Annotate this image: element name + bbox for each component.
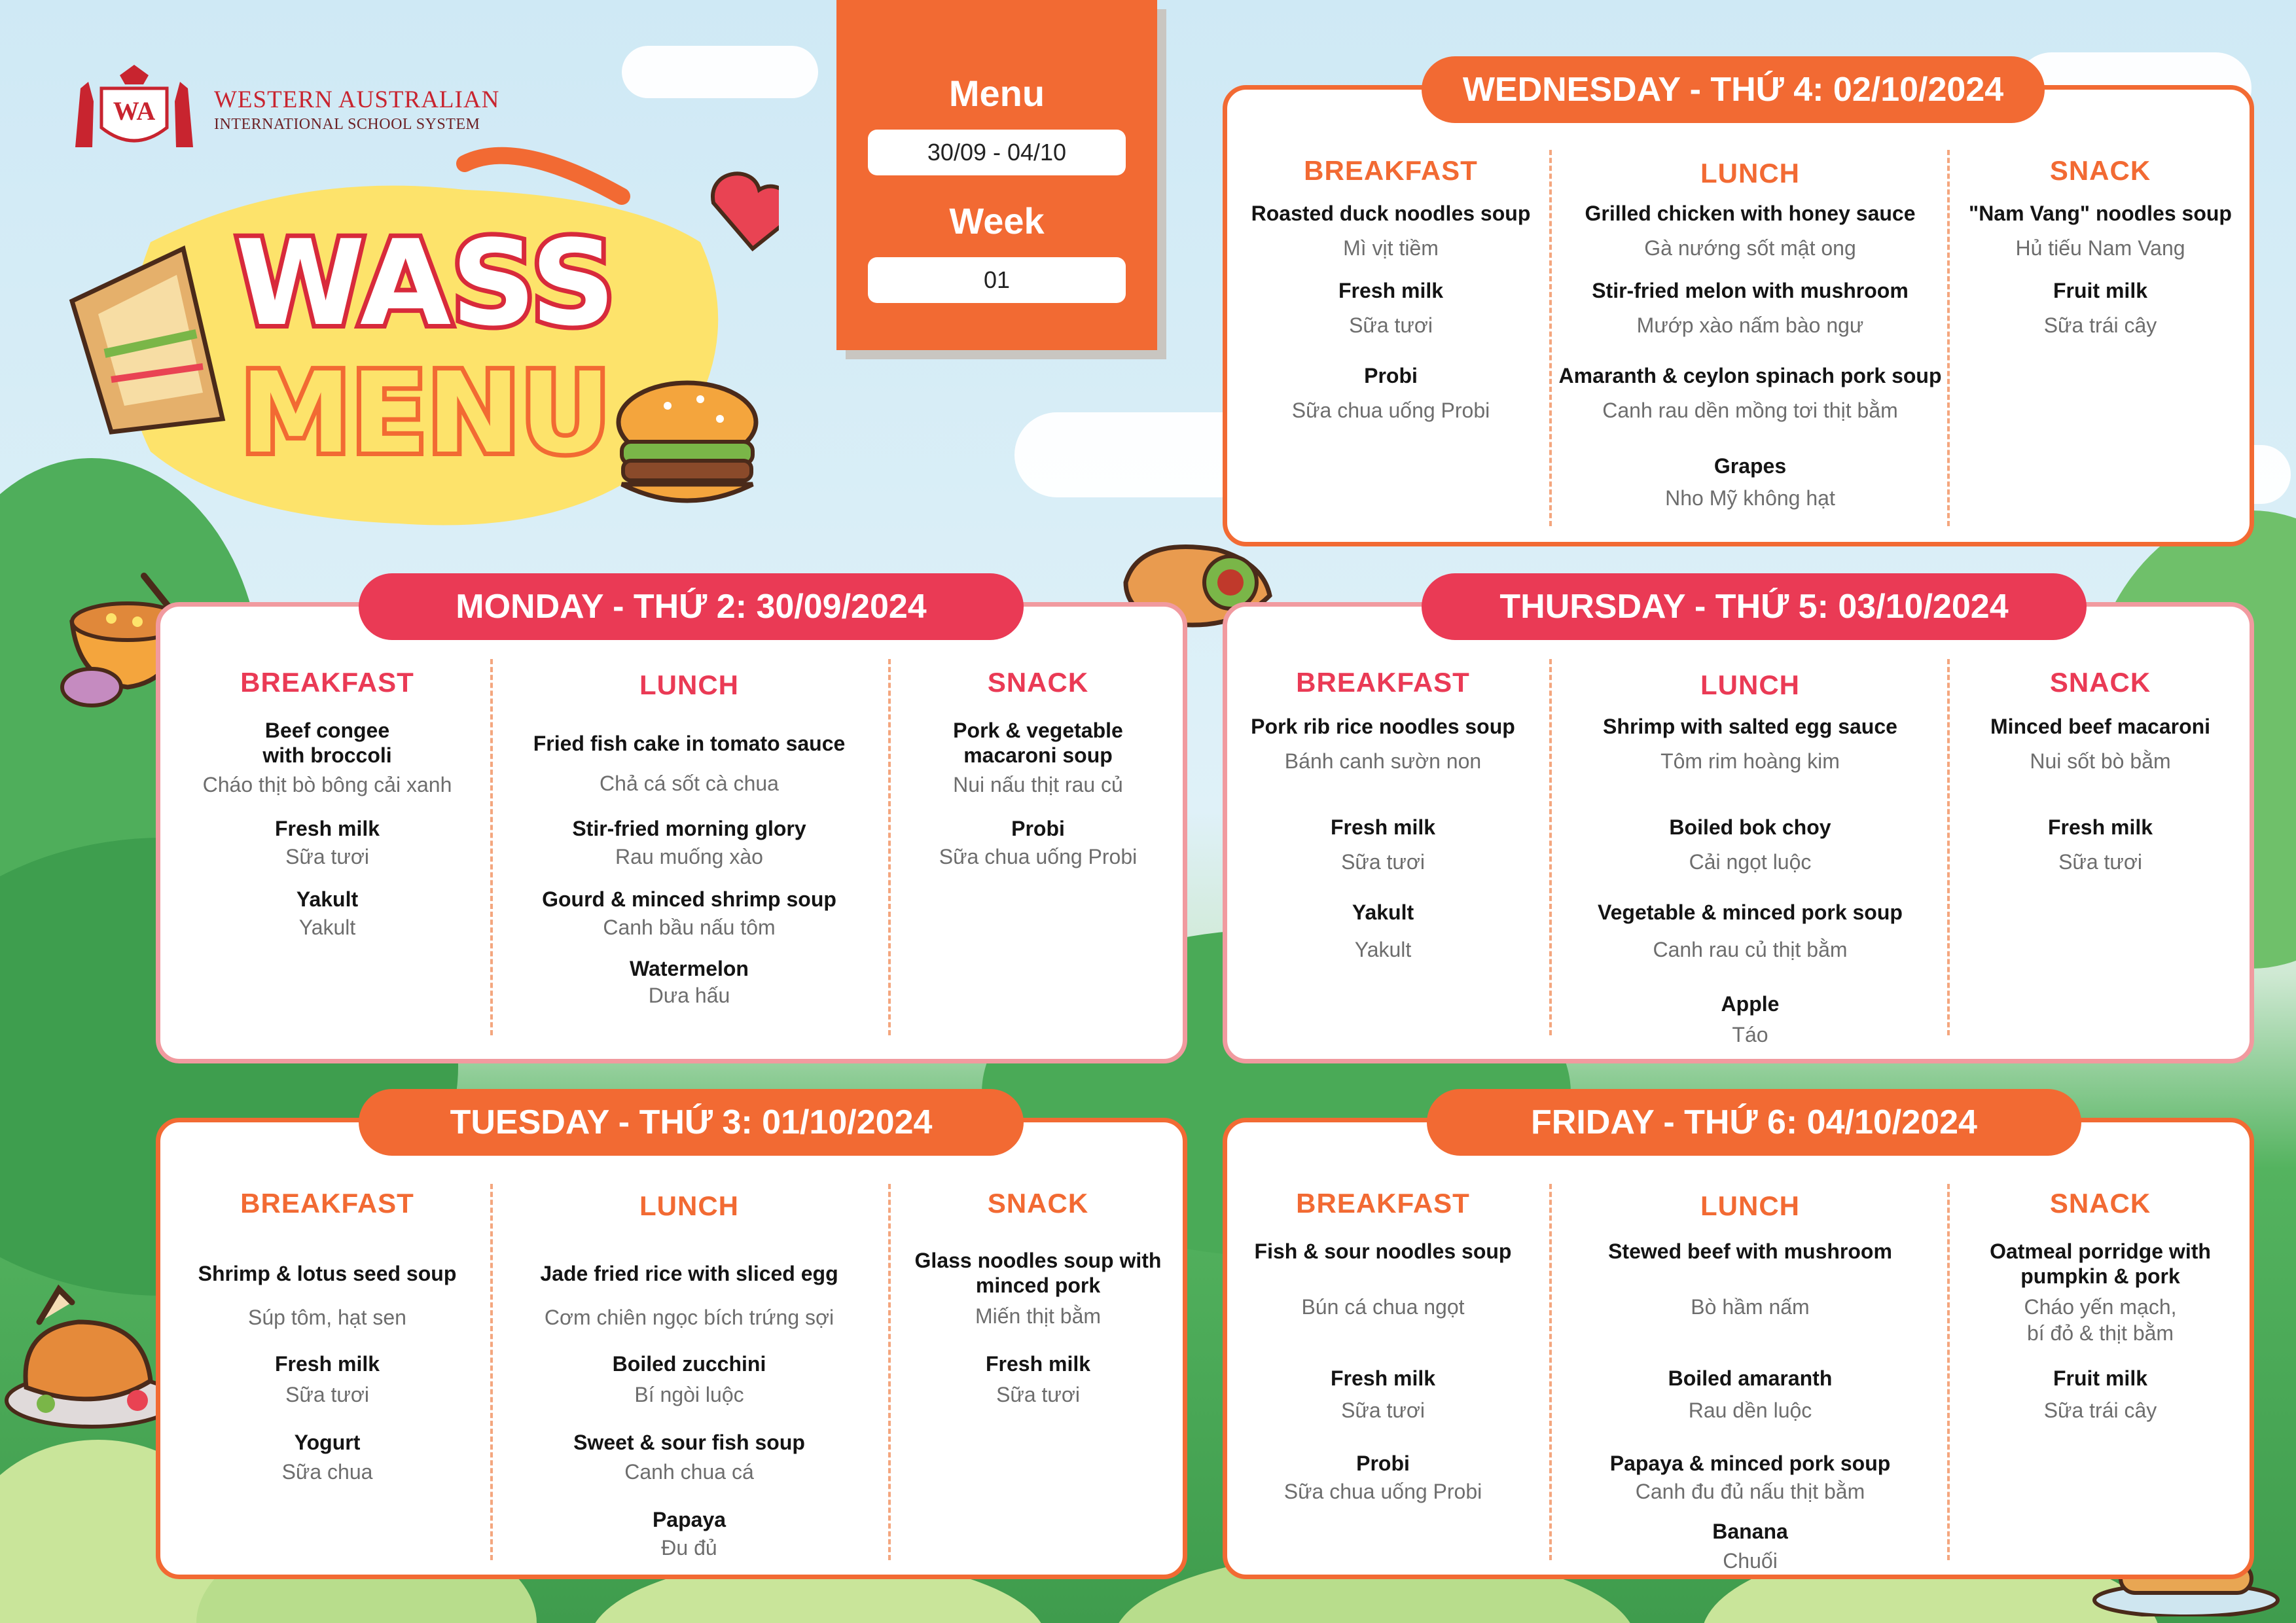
logo-line-1: WESTERN AUSTRALIAN bbox=[214, 86, 500, 113]
orange-swoosh bbox=[465, 156, 622, 196]
week-label: Week bbox=[949, 200, 1045, 241]
dish-name: Fresh milk bbox=[1330, 1366, 1436, 1390]
dish-name: Fresh milk bbox=[2047, 815, 2153, 839]
dish-name: Probi bbox=[1011, 817, 1065, 840]
thursday-lunch-column bbox=[1551, 607, 1950, 1059]
dish-name: Amaranth & ceylon spinach pork soup bbox=[1558, 364, 1942, 387]
crest-icon bbox=[62, 62, 206, 154]
burger-icon bbox=[619, 383, 756, 501]
dish-name-vi: Hủ tiếu Nam Vang bbox=[2015, 236, 2185, 260]
dish-name-vi: Nui nấu thịt rau củ bbox=[953, 773, 1123, 796]
monday-snack-column bbox=[891, 607, 1185, 1059]
friday-breakfast-heading: BREAKFAST bbox=[1296, 1188, 1470, 1219]
dish-name: Fresh milk bbox=[1338, 279, 1444, 302]
dish-name: Fish & sour noodles soup bbox=[1254, 1240, 1512, 1263]
wednesday-snack-column bbox=[1950, 90, 2251, 542]
dish-name: Roasted duck noodles soup bbox=[1251, 202, 1531, 225]
dish-name-vi: Rau dền luộc bbox=[1688, 1399, 1812, 1422]
dish-name: Fresh milk bbox=[274, 1352, 380, 1376]
dish-name-vi: Miến thịt bằm bbox=[975, 1304, 1102, 1328]
dish-name-vi: Canh rau củ thịt bằm bbox=[1653, 938, 1848, 961]
dish-name: Fresh milk bbox=[274, 817, 380, 840]
dish-name-vi: Sữa tươi bbox=[1341, 850, 1425, 874]
dish-name: Watermelon bbox=[630, 957, 749, 980]
dish-name: Papaya bbox=[652, 1508, 726, 1531]
monday-title: MONDAY - THỨ 2: 30/09/2024 bbox=[359, 573, 1024, 640]
dish-name-vi: Sữa trái cây bbox=[2043, 313, 2157, 337]
logo-line-2: INTERNATIONAL SCHOOL SYSTEM bbox=[214, 116, 480, 133]
dish-name-vi: Canh bầu nấu tôm bbox=[603, 916, 776, 939]
dish-name: Oatmeal porridge with pumpkin & pork bbox=[1990, 1240, 2211, 1288]
tuesday-panel bbox=[156, 1118, 1187, 1579]
dish-name: Probi bbox=[1364, 364, 1418, 387]
dish-name-vi: Sữa chua uống Probi bbox=[1291, 399, 1490, 422]
dish-name-vi: Cơm chiên ngọc bích trứng sợi bbox=[544, 1306, 834, 1329]
tuesday-lunch-column bbox=[493, 1122, 886, 1575]
tuesday-breakfast-column bbox=[160, 1122, 494, 1575]
monday-breakfast-column bbox=[160, 607, 494, 1059]
hero-title-line-1: WASS bbox=[235, 215, 616, 352]
friday-title: FRIDAY - THỨ 6: 04/10/2024 bbox=[1427, 1089, 2081, 1156]
dish-name: Pork rib rice noodles soup bbox=[1251, 715, 1515, 738]
dish-name-vi: Bánh canh sườn non bbox=[1284, 749, 1482, 773]
dish-name-vi: Sữa chua uống Probi bbox=[939, 845, 1138, 868]
thursday-breakfast-column bbox=[1227, 607, 1539, 1059]
monday-breakfast-heading: BREAKFAST bbox=[240, 667, 414, 698]
monday-lunch-column bbox=[493, 607, 886, 1059]
wednesday-lunch-heading: LUNCH bbox=[1700, 158, 1800, 188]
dish-name-vi: Canh đu đủ nấu thịt bằm bbox=[1635, 1480, 1865, 1503]
week-info-card bbox=[836, 0, 1157, 350]
dish-name: Fruit milk bbox=[2053, 1366, 2147, 1390]
dish-name: Stir-fried melon with mushroom bbox=[1592, 279, 1909, 302]
dish-name: Fresh milk bbox=[1330, 815, 1436, 839]
thursday-lunch-heading: LUNCH bbox=[1700, 669, 1800, 700]
dish-name-vi: Sữa tươi bbox=[285, 1383, 369, 1406]
dish-name-vi: Bò hầm nấm bbox=[1691, 1295, 1810, 1319]
dish-name-vi: Canh rau dền mồng tơi thịt bằm bbox=[1602, 399, 1898, 422]
crest-letters: WA bbox=[113, 96, 156, 126]
dish-name-vi: Sữa tươi bbox=[1341, 1399, 1425, 1422]
dish-name-vi: Táo bbox=[1732, 1023, 1768, 1046]
dish-name: Stewed beef with mushroom bbox=[1608, 1240, 1892, 1263]
dish-name: Gourd & minced shrimp soup bbox=[542, 887, 836, 911]
hero-title bbox=[59, 144, 779, 550]
dish-name-vi: Tôm rim hoàng kim bbox=[1660, 749, 1840, 773]
thursday-breakfast-heading: BREAKFAST bbox=[1296, 667, 1470, 698]
wednesday-breakfast-heading: BREAKFAST bbox=[1304, 155, 1478, 186]
monday-snack-heading: SNACK bbox=[987, 667, 1089, 698]
dish-name-vi: Sữa chua bbox=[281, 1460, 373, 1484]
tuesday-snack-heading: SNACK bbox=[987, 1188, 1089, 1219]
thursday-title: THURSDAY - THỨ 5: 03/10/2024 bbox=[1422, 573, 2087, 640]
week-number: 01 bbox=[868, 257, 1126, 303]
dish-name: Apple bbox=[1721, 992, 1780, 1016]
dish-name: Banana bbox=[1712, 1520, 1788, 1543]
dish-name-vi: Nho Mỹ không hạt bbox=[1665, 486, 1835, 510]
dish-name: Sweet & sour fish soup bbox=[573, 1431, 805, 1454]
friday-lunch-heading: LUNCH bbox=[1700, 1190, 1800, 1221]
dish-name-vi: Sữa tươi bbox=[996, 1383, 1080, 1406]
monday-lunch-heading: LUNCH bbox=[639, 669, 739, 700]
wednesday-breakfast-column bbox=[1227, 90, 1554, 542]
dish-name: Yogurt bbox=[294, 1431, 361, 1454]
dish-name: Boiled zucchini bbox=[612, 1352, 766, 1376]
heart-icon bbox=[713, 173, 779, 249]
friday-snack-heading: SNACK bbox=[2049, 1188, 2151, 1219]
dish-name-vi: Bún cá chua ngọt bbox=[1301, 1295, 1465, 1319]
dish-name: Minced beef macaroni bbox=[1990, 715, 2211, 738]
dish-name: Grilled chicken with honey sauce bbox=[1585, 202, 1916, 225]
dish-name: Yakult bbox=[296, 887, 359, 911]
friday-breakfast-column bbox=[1227, 1122, 1539, 1575]
dish-name-vi: Mướp xào nấm bào ngư bbox=[1636, 313, 1864, 337]
dish-name-vi: Sữa tươi bbox=[1349, 313, 1433, 337]
hero-title-line-2: MENU bbox=[240, 349, 611, 478]
dish-name-vi: Rau muống xào bbox=[615, 845, 763, 868]
tuesday-snack-column bbox=[891, 1122, 1185, 1575]
thursday-panel bbox=[1223, 602, 2254, 1063]
friday-lunch-column bbox=[1551, 1122, 1950, 1575]
dish-name-vi: Chả cá sốt cà chua bbox=[600, 772, 779, 795]
hero-graphic bbox=[59, 144, 779, 550]
thursday-snack-column bbox=[1950, 607, 2251, 1059]
wednesday-panel bbox=[1223, 85, 2254, 546]
dish-name: Fried fish cake in tomato sauce bbox=[533, 732, 846, 755]
monday-panel bbox=[156, 602, 1187, 1063]
dish-name-vi: Nui sốt bò bằm bbox=[2030, 749, 2171, 773]
dish-name: Stir-fried morning glory bbox=[572, 817, 806, 840]
dish-name: Boiled amaranth bbox=[1668, 1366, 1833, 1390]
dish-name-vi: Súp tôm, hạt sen bbox=[248, 1306, 406, 1329]
dish-name: Fruit milk bbox=[2053, 279, 2147, 302]
dish-name: Boiled bok choy bbox=[1669, 815, 1831, 839]
dish-name: Fresh milk bbox=[985, 1352, 1091, 1376]
dish-name-vi: Cháo yến mạch, bí đỏ & thịt bằm bbox=[2024, 1295, 2177, 1345]
dish-name: Jade fried rice with sliced egg bbox=[540, 1262, 838, 1285]
dish-name-vi: Chuối bbox=[1723, 1549, 1778, 1573]
dish-name: Pork & vegetable macaroni soup bbox=[953, 719, 1123, 767]
dish-name-vi: Đu đủ bbox=[661, 1536, 717, 1560]
dish-name-vi: Bí ngòi luộc bbox=[634, 1383, 744, 1406]
dish-name-vi: Cải ngọt luộc bbox=[1689, 850, 1812, 874]
dish-name-vi: Yakult bbox=[298, 916, 356, 939]
date-range: 30/09 - 04/10 bbox=[868, 130, 1126, 175]
dish-name-vi: Gà nướng sốt mật ong bbox=[1644, 236, 1856, 260]
wednesday-lunch-column bbox=[1551, 90, 1950, 542]
dish-name: Grapes bbox=[1713, 454, 1787, 478]
tuesday-title: TUESDAY - THỨ 3: 01/10/2024 bbox=[359, 1089, 1024, 1156]
school-logo bbox=[62, 62, 500, 154]
dish-name-vi: Sữa tươi bbox=[2058, 850, 2142, 874]
dish-name: Glass noodles soup with minced pork bbox=[914, 1249, 1162, 1297]
dish-name: "Nam Vang" noodles soup bbox=[1969, 202, 2232, 225]
dish-name: Shrimp with salted egg sauce bbox=[1603, 715, 1897, 738]
dish-name: Yakult bbox=[1352, 901, 1414, 924]
dish-name-vi: Yakult bbox=[1354, 938, 1412, 961]
dish-name-vi: Canh chua cá bbox=[624, 1460, 754, 1484]
menu-label: Menu bbox=[948, 73, 1045, 114]
dish-name: Papaya & minced pork soup bbox=[1609, 1452, 1891, 1475]
friday-panel bbox=[1223, 1118, 2254, 1579]
cloud bbox=[622, 46, 818, 98]
dish-name: Beef congee with broccoli bbox=[262, 719, 392, 767]
dish-name-vi: Dưa hấu bbox=[648, 984, 730, 1007]
wednesday-snack-heading: SNACK bbox=[2049, 155, 2151, 186]
dish-name-vi: Sữa trái cây bbox=[2043, 1399, 2157, 1422]
dish-name-vi: Sữa chua uống Probi bbox=[1283, 1480, 1482, 1503]
dish-name: Shrimp & lotus seed soup bbox=[198, 1262, 457, 1285]
friday-snack-column bbox=[1950, 1122, 2251, 1575]
dish-name: Vegetable & minced pork soup bbox=[1598, 901, 1903, 924]
dish-name-vi: Mì vịt tiềm bbox=[1343, 236, 1439, 260]
thursday-snack-heading: SNACK bbox=[2049, 667, 2151, 698]
dish-name: Probi bbox=[1356, 1452, 1410, 1475]
dish-name-vi: Sữa tươi bbox=[285, 845, 369, 868]
tuesday-breakfast-heading: BREAKFAST bbox=[240, 1188, 414, 1219]
tuesday-lunch-heading: LUNCH bbox=[639, 1190, 739, 1221]
wednesday-title: WEDNESDAY - THỨ 4: 02/10/2024 bbox=[1422, 56, 2045, 123]
dish-name-vi: Cháo thịt bò bông cải xanh bbox=[202, 773, 452, 796]
